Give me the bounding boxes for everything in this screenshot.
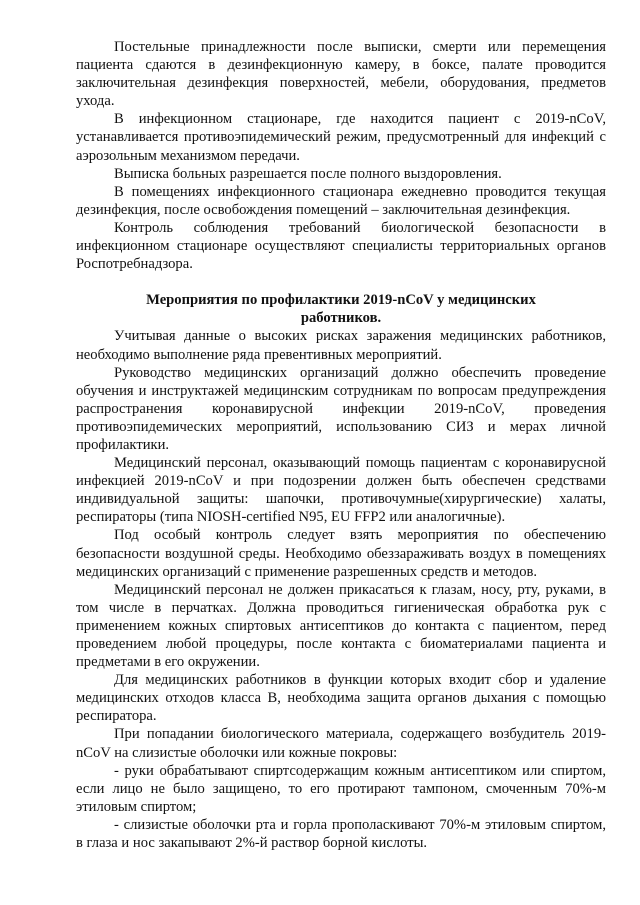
paragraph-discharge: Выписка больных разрешается после полного выздоровления.: [114, 165, 502, 182]
paragraph-risks: Учитывая данные о высоких рисках заражения медицинских работников, необходимо выполнение ряда превентивных мероприятий.: [76, 328, 606, 363]
paragraph-disinfection: В помещениях инфекционного стационара ежедневно проводится текущая дезинфекция, после освобождения помещений – заключительная дезинфекция.: [76, 183, 606, 218]
paragraph-bedding: Постельные принадлежности после выписки, смерти или перемещения пациента сдаются в дезинфекционную камеру, в боксе, палате проводится заключительная дезинфекция поверхностей, мебели, оборудования, предметов ухода.: [76, 39, 606, 110]
list-item-mucosa: - слизистые оболочки рта и горла прополаскивают 70%-м этиловым спиртом, в глаза и нос закапывают 2%-й раствор борной кислоты.: [76, 816, 606, 852]
paragraph-exposure: При попадании биологического материала, содержащего возбудитель 2019-nCoV на слизистые оболочки или кожные покровы:: [76, 726, 606, 761]
paragraph-training: Руководство медицинских организаций должно обеспечить проведение обучения и инструктажей медицинским сотрудникам по вопросам предупреждения распространения коронавирусной инфекции 2019-nCoV, проведения противоэпидемических мероприятий, использованию СИЗ и мерах личной профилактики.: [76, 364, 606, 453]
section-heading: Мероприятия по профилактики 2019-nCoV у медицинских работников.: [146, 292, 536, 327]
paragraph-hand-hygiene: Медицинский персонал не должен прикасаться к глазам, носу, рту, руками, в том числе в перчатках. Должна проводиться гигиеническая обработка рук с применением кожных спиртовых антисептиков до контакта с пациентом, перед проведением любой процедуры, после контакта с биоматериалами пациента и предметами в его окружении.: [76, 581, 606, 671]
paragraph-control: Контроль соблюдения требований биологической безопасности в инфекционном стационаре осуществляют специалисты территориальных органов Роспотребнадзора.: [76, 219, 606, 273]
spacer: [76, 273, 606, 291]
list-item-skin: - руки обрабатывают спиртсодержащим кожным антисептиком или спиртом, если лицо не было защищено, то его протирают тампоном, смоченным 70%-м этиловым спиртом;: [76, 762, 606, 815]
paragraph-air-safety: Под особый контроль следует взять мероприятия по обеспечению безопасности воздушной среды. Необходимо обеззараживать воздух в помещениях медицинских организаций с применение разрешенных средств и методов.: [76, 527, 606, 580]
paragraph-regime: В инфекционном стационаре, где находится пациент с 2019-nCoV, устанавливается противоэпидемический режим, предусмотренный для инфекций с аэрозольным механизмом передачи.: [76, 111, 606, 164]
paragraph-waste: Для медицинских работников в функции которых входит сбор и удаление медицинских отходов класса В, необходима защита органов дыхания с помощью респиратора.: [76, 672, 606, 725]
paragraph-ppe: Медицинский персонал, оказывающий помощь пациентам с коронавирусной инфекцией 2019-nCoV и при подозрении должен быть обеспечен средствами индивидуальной защиты: шапочки, противочумные(хирургические) халаты, респираторы (типа NIOSH-certified N95, EU FFP2 или аналогичные).: [76, 455, 606, 526]
